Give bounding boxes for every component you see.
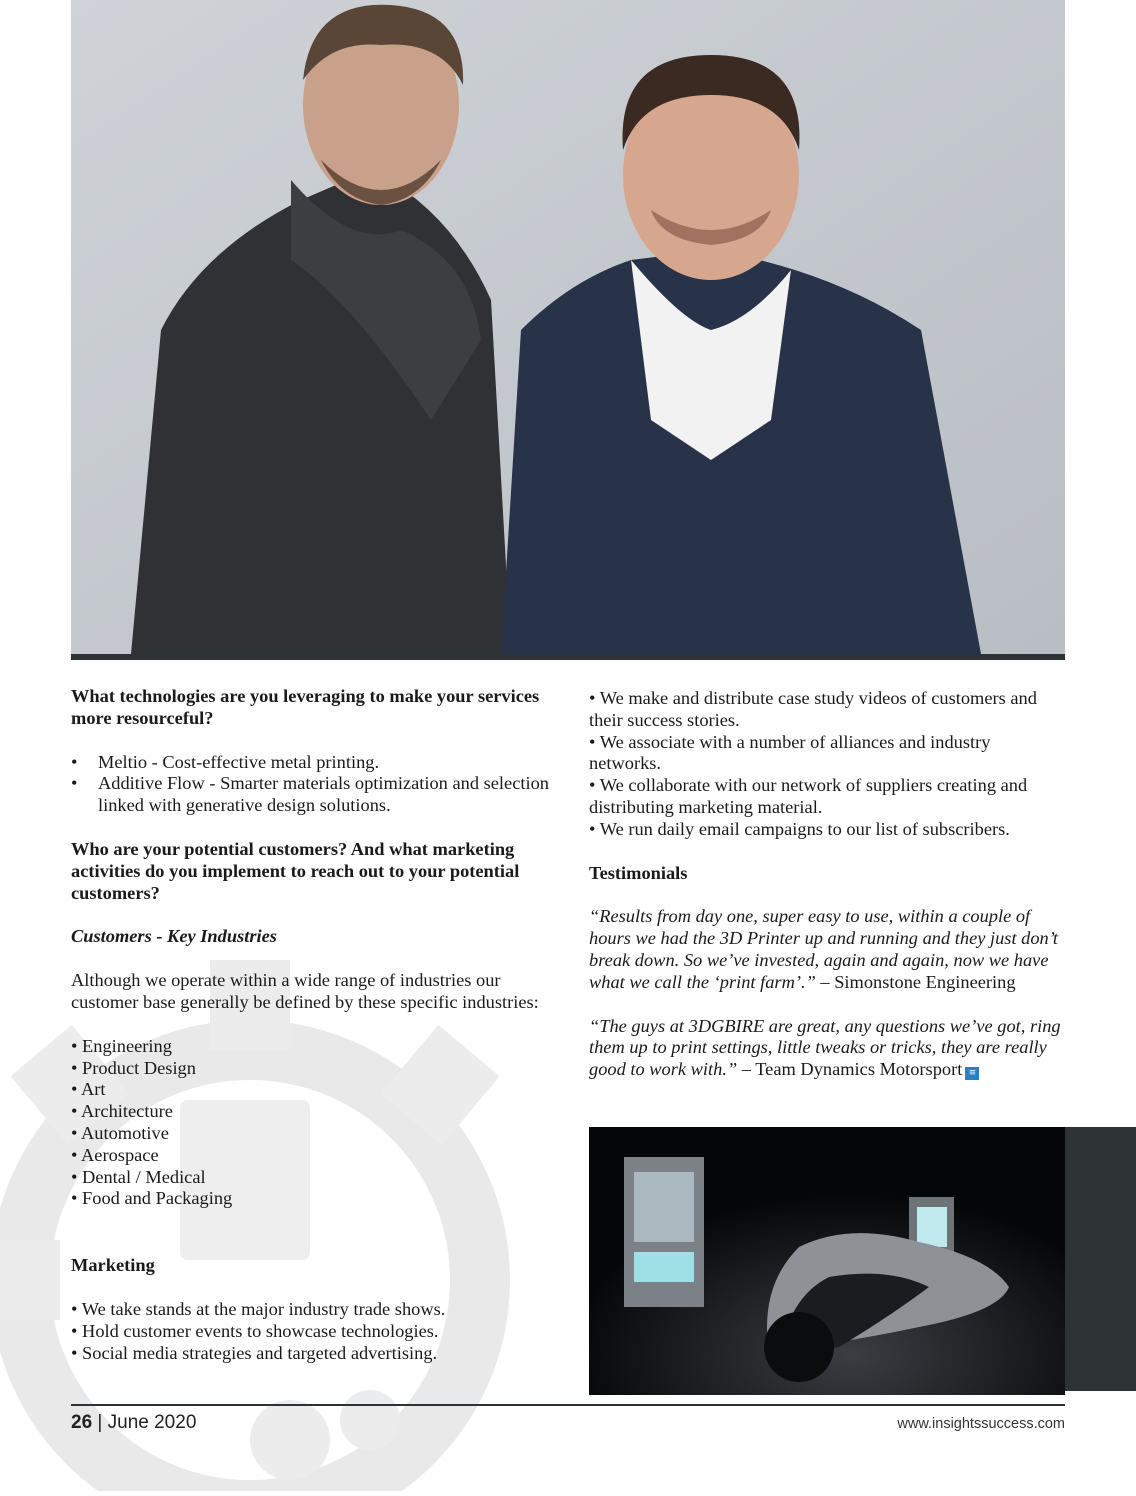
list-item: • Meltio - Cost-effective metal printing. bbox=[71, 752, 561, 774]
question-technologies: What technologies are you leveraging to make your services more resourceful? bbox=[71, 686, 540, 728]
list-item: • Dental / Medical bbox=[71, 1166, 206, 1187]
customers-intro: Although we operate within a wide range of industries our customer base generally be defined by these specific industries: bbox=[71, 970, 539, 1012]
list-item: • Hold customer events to showcase technologies. bbox=[71, 1320, 439, 1341]
page-number: 26 bbox=[71, 1412, 93, 1433]
marketing-list-left bbox=[71, 1299, 561, 1364]
testimonial-1-source: – Simonstone Engineering bbox=[815, 971, 1016, 992]
portrait-photo bbox=[71, 0, 1065, 654]
end-of-article-icon: ≡ bbox=[965, 1067, 979, 1080]
marketing-list-right bbox=[589, 688, 1065, 841]
testimonial-2-source: – Team Dynamics Motorsport bbox=[737, 1059, 963, 1080]
footer-divider bbox=[71, 1404, 1065, 1406]
photo-divider bbox=[71, 654, 1065, 660]
list-item: • We take stands at the major industry trade shows. bbox=[71, 1298, 446, 1319]
question-customers: Who are your potential customers? And what marketing activities do you implement to reach out to your potential customers? bbox=[71, 838, 520, 903]
list-item: • Aerospace bbox=[71, 1144, 159, 1165]
testimonials-heading: Testimonials bbox=[589, 862, 688, 883]
list-item: • Architecture bbox=[71, 1101, 173, 1122]
testimonial-1 bbox=[589, 906, 1065, 993]
left-column bbox=[71, 686, 561, 1364]
customers-heading: Customers - Key Industries bbox=[71, 926, 277, 947]
list-item: • We associate with a number of alliances and industry networks. bbox=[589, 731, 991, 774]
footer-page-info bbox=[71, 1412, 196, 1434]
car-printer-photo bbox=[589, 1127, 1065, 1395]
right-column bbox=[589, 688, 1065, 1081]
list-item: • Art bbox=[71, 1079, 106, 1100]
list-item: • Additive Flow - Smarter materials optimization and selection linked with generative design solutions. bbox=[71, 773, 561, 817]
testimonial-2-quote: “The guys at 3DGBIRE are great, any questions we’ve got, ring them up to print settings, little tweaks or tricks, they are really good to work with.” bbox=[589, 1015, 1061, 1080]
technologies-list bbox=[71, 752, 561, 817]
list-item: • Social media strategies and targeted advertising. bbox=[71, 1342, 438, 1363]
side-tab bbox=[1065, 1127, 1136, 1391]
list-item: • Food and Packaging bbox=[71, 1188, 233, 1209]
website-url: www.insightssuccess.com bbox=[897, 1416, 1065, 1432]
list-item: • We make and distribute case study videos of customers and their success stories. bbox=[589, 688, 1037, 730]
issue-date: June 2020 bbox=[107, 1412, 197, 1433]
testimonial-1-quote: “Results from day one, super easy to use, within a couple of hours we had the 3D Printer up and running and they just don’t break down. So we’ve invested, again and again, now we have what we call the ‘print farm’.” bbox=[589, 906, 1058, 992]
list-item: • Engineering bbox=[71, 1035, 172, 1056]
list-item: • We collaborate with our network of suppliers creating and distributing marketing material. bbox=[589, 775, 1028, 817]
list-item: • Automotive bbox=[71, 1122, 169, 1143]
industries-list bbox=[71, 1036, 561, 1210]
footer-separator: | bbox=[92, 1412, 108, 1433]
marketing-heading: Marketing bbox=[71, 1255, 155, 1276]
list-item: • Product Design bbox=[71, 1057, 196, 1078]
list-item: • We run daily email campaigns to our list of subscribers. bbox=[589, 818, 1010, 839]
testimonial-2 bbox=[589, 1016, 1065, 1081]
